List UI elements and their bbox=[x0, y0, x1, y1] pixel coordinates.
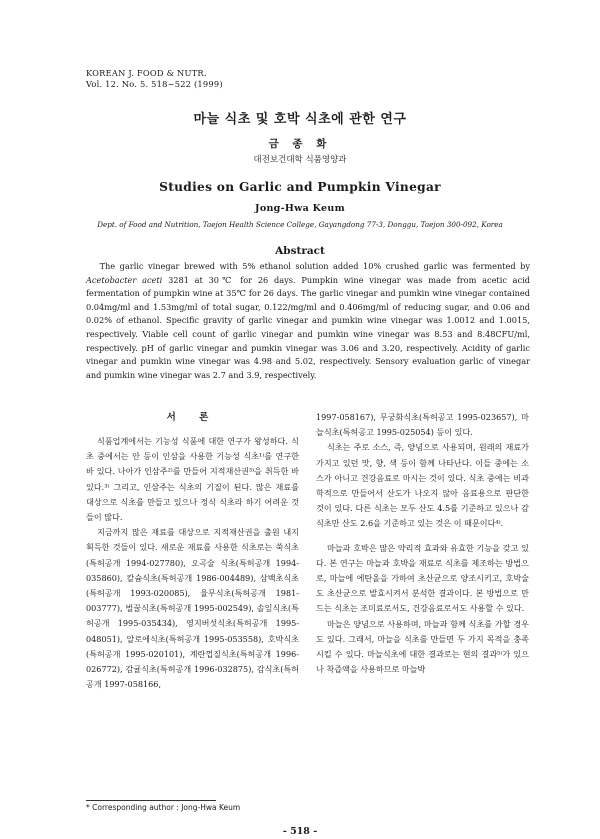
korean-affiliation: 대전보건대학 식품영양과 bbox=[253, 155, 347, 165]
journal-volume: Vol. 12. No. 5. 518~522 (1999) bbox=[86, 79, 223, 89]
intro-paragraph-2-cont: 1997-058167), 무궁화식초(특허공고 1995-023657), 마늘식초(특허공고 1995-025054) 등이 있다. bbox=[316, 412, 529, 438]
journal-citation bbox=[86, 68, 223, 90]
left-column bbox=[86, 410, 299, 692]
footnote-divider bbox=[86, 800, 216, 801]
intro-paragraph-5: 마늘은 양념으로 사용하며, 마늘과 함께 식초를 가할 경우도 있다. 그래서, 마늘을 식초를 만들면 두 가지 목적을 충족시킬 수 있다. 마늘식초에 대한 결과로는 현의 결과⁵⁾가 있으나 착즙액을 사용하므로 마늘박 bbox=[316, 618, 529, 675]
intro-paragraph-2: 지금까지 많은 재료를 대상으로 지적재산권을 출원 내지 획득한 것들이 있다. 새로운 재료를 사용한 식초로는 쑥식초(특허공개 1994-027780), 오곡술 식초(특허공개 1994-035860), 칼슘식초(특허공개 1986-004489), 삼백초식초(특허공개 1993-020085), 율무식초(특허공개 1981-003777), 벌꿀식초(특허공개 1995-002549), 솔잎식초(특허공개 1995-035434), 영지버섯식초(특허공개 1995-048051), 알로에식초(특허공개 1995-053558), 호박식초(특허공개 1995-020101), 계란껍질식초(특허공개 1996-026772), 감귤식초(특허공개 1996-032875), 감식초(특허공개 1997-058166, bbox=[86, 527, 299, 690]
abstract-heading: Abstract bbox=[275, 245, 325, 257]
korean-author: 금 종 화 bbox=[268, 138, 332, 150]
english-author: Jong-Hwa Keum bbox=[255, 203, 345, 214]
abstract-body bbox=[86, 260, 530, 382]
english-title: Studies on Garlic and Pumpkin Vinegar bbox=[159, 180, 441, 194]
journal-name: KOREAN J. FOOD & NUTR. bbox=[86, 68, 207, 78]
footnote: * Corresponding author : Jong-Hwa Keum bbox=[86, 803, 241, 812]
english-affiliation: Dept. of Food and Nutrition, Taejon Health Science College, Gayangdong 77-3, Donggu, Taejon 300-092, Korea bbox=[97, 220, 503, 229]
right-column bbox=[316, 410, 529, 677]
intro-paragraph-1: 식품업계에서는 기능성 식품에 대한 연구가 왕성하다. 식초 중에서는 안 등이 인삼을 사용한 기능성 식초¹⁾를 연구한 바 있다. 나아가 인삼주²⁾를 만들어 지적재산권³⁾을 취득한 바 있다.³⁾ 그리고, 인삼주는 식초의 기질이 된다. 많은 재료를 대상으로 식초를 만들고 있으나 정식 식초라 하기 어려운 것들이 많다. bbox=[86, 436, 299, 523]
korean-title: 마늘 식초 및 호박 식초에 관한 연구 bbox=[193, 112, 407, 127]
intro-paragraph-3: 식초는 주로 소스, 즉, 양념으로 사용되며, 원래의 재료가 가지고 있던 맛, 향, 색 등이 함께 나타난다. 이들 중에는 소스가 아니고 건강음료로 마시는 것이 있다. 식초 중에는 비과학적으로 만들어서 산도가 나오지 않아 음료용으로 판단한 것이 있다. 다른 식초는 모두 산도 4.5를 기준하고 있으나 감식초만 산도 2.6을 기준하고 있는 것은 이 때문이다⁴⁾. bbox=[316, 442, 529, 529]
abstract-organism: Acetobacter aceti bbox=[86, 274, 163, 285]
section-heading-introduction: 서 론 bbox=[166, 412, 219, 423]
abstract-text-part2: 3281 at 30℃ for 26 days. Pumpkin wine vinegar was made from acetic acid fermentation of pumpkin wine at 35℃ for 26 days. The garlic vinegar and pumkin wine vinegar contained 0.04mg/ml and 1.53mg/ml of total sugar, 0.122/mg/ml and 0.406mg/ml of reducing sugar, and 0.06 and 0.02% of ethanol. Specific gravity of garlic vinegar and pumkin wine vinegar was 1.0012 and 1.0015, respectively. Viable cell count of garlic vinegar and pumkin wine vinegar was 8.53 and 8.48CFU/ml, respectively. pH of garlic vinegar and pumkin vinegar was 3.06 and 3.20, respectively. Acidity of garlic vinegar and pumkin wine vinegar was 4.98 and 5.02, respectively. Sensory evaluation garlic of vinegar and pumkin wine vinegar was 2.7 and 3.9, respectively. bbox=[86, 274, 530, 380]
abstract-text-part1: The garlic vinegar brewed with 5% ethanol solution added 10% crushed garlic was fermented by bbox=[99, 261, 531, 271]
intro-paragraph-4: 마늘과 호박은 많은 약리적 효과와 유효한 기능을 갖고 있다. 본 연구는 마늘과 호박을 재료로 식초를 제조하는 방법으로, 마늘에 에탄올을 가하여 초산균으로 양조시키고, 호박술도 초산균으로 발효시켜서 분석한 결과이다. 본 방법으로 만드는 식초는 조미료로서도, 건강음료로서도 사용할 수 있다. bbox=[316, 542, 529, 614]
page-number: - 518 - bbox=[282, 826, 318, 837]
